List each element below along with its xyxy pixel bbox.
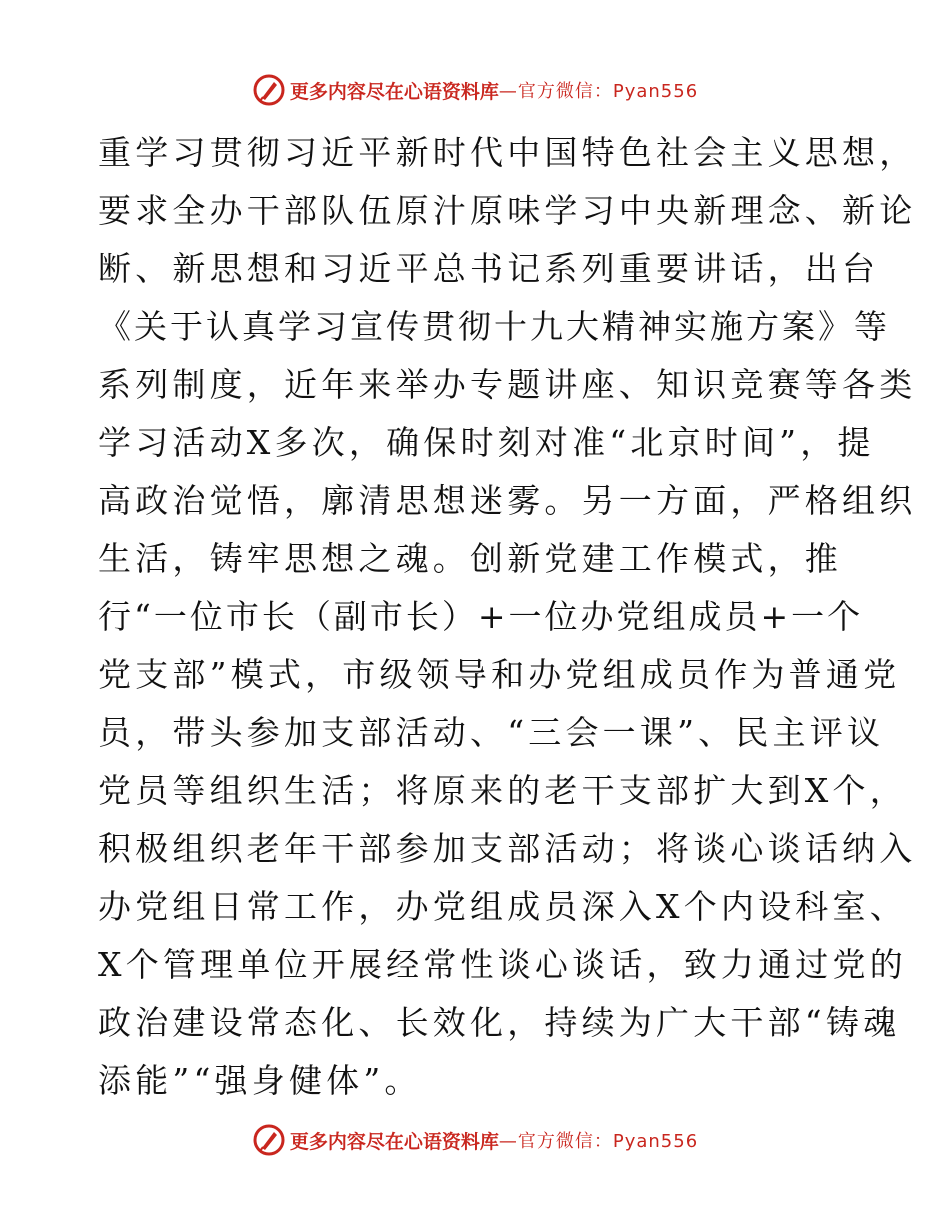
paragraph-line: 系列制度，近年来举办专题讲座、知识竞赛等各类 xyxy=(98,365,917,404)
banner-wechat-text: —官方微信：Pyan556 xyxy=(498,1131,699,1152)
paragraph-line: 重学习贯彻习近平新时代中国特色社会主义思想， xyxy=(98,133,917,172)
paragraph-line: 学习活动X多次，确保时刻对准“北京时间”，提 xyxy=(98,423,875,462)
paragraph-line: 要求全办干部队伍原汁原味学习中央新理念、新论 xyxy=(98,191,917,230)
footer-banner xyxy=(0,1120,950,1160)
paragraph-line: 政治建设常态化、长效化，持续为广大干部“铸魂 xyxy=(98,1003,901,1042)
paragraph-line: 党员等组织生活；将原来的老干支部扩大到X个， xyxy=(98,771,907,810)
quill-pen-logo-icon xyxy=(252,1123,286,1157)
banner-site-text: 更多内容尽在心语资料库 xyxy=(289,80,499,103)
paragraph-line: 办党组日常工作，办党组成员深入X个内设科室、 xyxy=(98,887,907,926)
paragraph-line: 断、新思想和习近平总书记系列重要讲话，出台 xyxy=(98,249,880,288)
body-paragraph xyxy=(98,124,917,1110)
paragraph-line: 生活，铸牢思想之魂。创新党建工作模式，推 xyxy=(98,539,842,578)
paragraph-line: 《关于认真学习宣传贯彻十九大精神实施方案》等 xyxy=(98,307,890,346)
paragraph-line: 员，带头参加支部活动、“三会一课”、民主评议 xyxy=(98,713,885,752)
paragraph-line: 党支部”模式，市级领导和办党组成员作为普通党 xyxy=(98,655,901,694)
banner-site-text: 更多内容尽在心语资料库 xyxy=(289,1130,499,1153)
paragraph-line: 高政治觉悟，廓清思想迷雾。另一方面，严格组织 xyxy=(98,481,917,520)
paragraph-line: 积极组织老年干部参加支部活动；将谈心谈话纳入 xyxy=(98,829,917,868)
quill-pen-logo-icon xyxy=(252,73,286,107)
paragraph-line: 添能”“强身健体”。 xyxy=(98,1061,422,1100)
header-banner xyxy=(0,70,950,110)
paragraph-line: X个管理单位开展经常性谈心谈话，致力通过党的 xyxy=(98,945,907,984)
paragraph-line: 行“一位市长（副市长）+一位办党组成员+一个 xyxy=(98,597,864,636)
banner-wechat-text: —官方微信：Pyan556 xyxy=(498,81,699,102)
